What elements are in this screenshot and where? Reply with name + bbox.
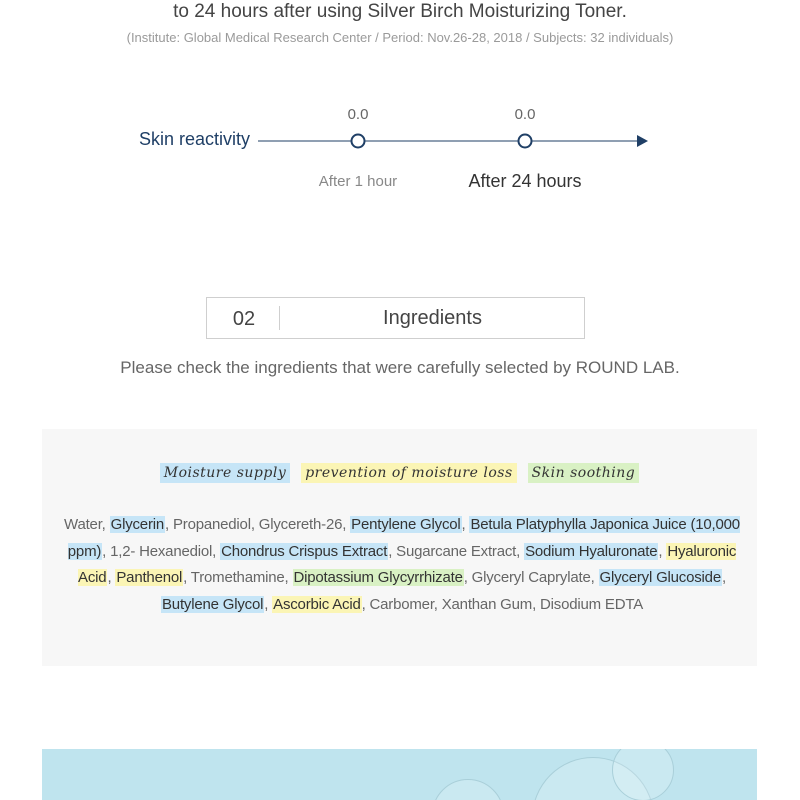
timeline-arrow-icon [637,135,648,147]
ingredient-highlighted: Glyceryl Glucoside [599,569,721,586]
ingredient-highlighted: Pentylene Glycol [351,516,461,533]
ingredient-highlighted: Ascorbic Acid [273,595,361,613]
ingredient-text: , Carbomer, Xanthan Gum, Disodium EDTA [361,595,643,613]
section-description: Please check the ingredients that were carefully selected by ROUND LAB. [120,358,680,377]
ingredient-highlighted: Hyaluronic Acid [78,542,737,586]
ingredient-text: , Glyceryl Caprylate, [463,569,599,586]
ingredient-text: , [264,595,273,613]
ingredient-highlighted: Panthenol [116,569,183,586]
product-image-banner [42,749,757,800]
legend-moisture-loss-prevention: prevention of moisture loss [301,463,516,483]
ingredient-text: , 1,2- Hexanediol, [102,542,221,560]
ingredient-list [57,512,747,618]
ingredient-text: , [461,516,470,533]
ingredient-highlighted: Chondrus Crispus Extract [221,542,388,560]
section-heading-box [206,297,585,339]
ingredients-panel [42,429,757,666]
ingredient-text: , [107,569,116,586]
reactivity-timeline [255,100,655,180]
section-divider [279,306,280,330]
ingredient-text: , [658,542,667,560]
section-title: Ingredients [383,307,482,329]
ingredient-text: , Propanediol, Glycereth-26, [165,516,351,533]
headline-text: to 24 hours after using Silver Birch Moisturizing Toner. [173,1,627,22]
ingredient-highlighted: Dipotassium Glycyrrhizate [293,569,463,586]
timeline-point-24hours [519,135,532,148]
legend-skin-soothing: Skin soothing [528,463,640,483]
ingredient-highlighted: Betula Platyphylla Japonica Juice (10,000 ppm) [67,516,740,560]
study-source-note: (Institute: Global Medical Research Center / Period: Nov.26-28, 2018 / Subjects: 32 individuals) [126,30,674,45]
timeline-point-1hour [352,135,365,148]
ingredient-highlighted: Butylene Glycol [162,595,264,613]
bubble-shape [612,749,674,800]
time-label-1hour: After 1 hour [318,173,398,190]
ingredient-highlighted: Sodium Hyaluronate [525,542,658,560]
legend-moisture-supply: Moisture supply [160,463,291,483]
ingredient-text: , [721,569,726,586]
reactivity-value-1hour: 0.0 [347,106,369,123]
ingredient-text: , Sugarcane Extract, [388,542,525,560]
ingredient-highlighted: Glycerin [110,516,165,533]
time-label-24hours: After 24 hours [468,171,582,191]
section-number: 02 [232,308,256,330]
skin-reactivity-label: Skin reactivity [139,129,251,149]
bubble-shape [432,779,504,800]
ingredient-text: Water, [64,516,110,533]
reactivity-value-24hours: 0.0 [514,106,536,123]
ingredient-text: , Tromethamine, [183,569,293,586]
highlight-legend [42,465,757,481]
